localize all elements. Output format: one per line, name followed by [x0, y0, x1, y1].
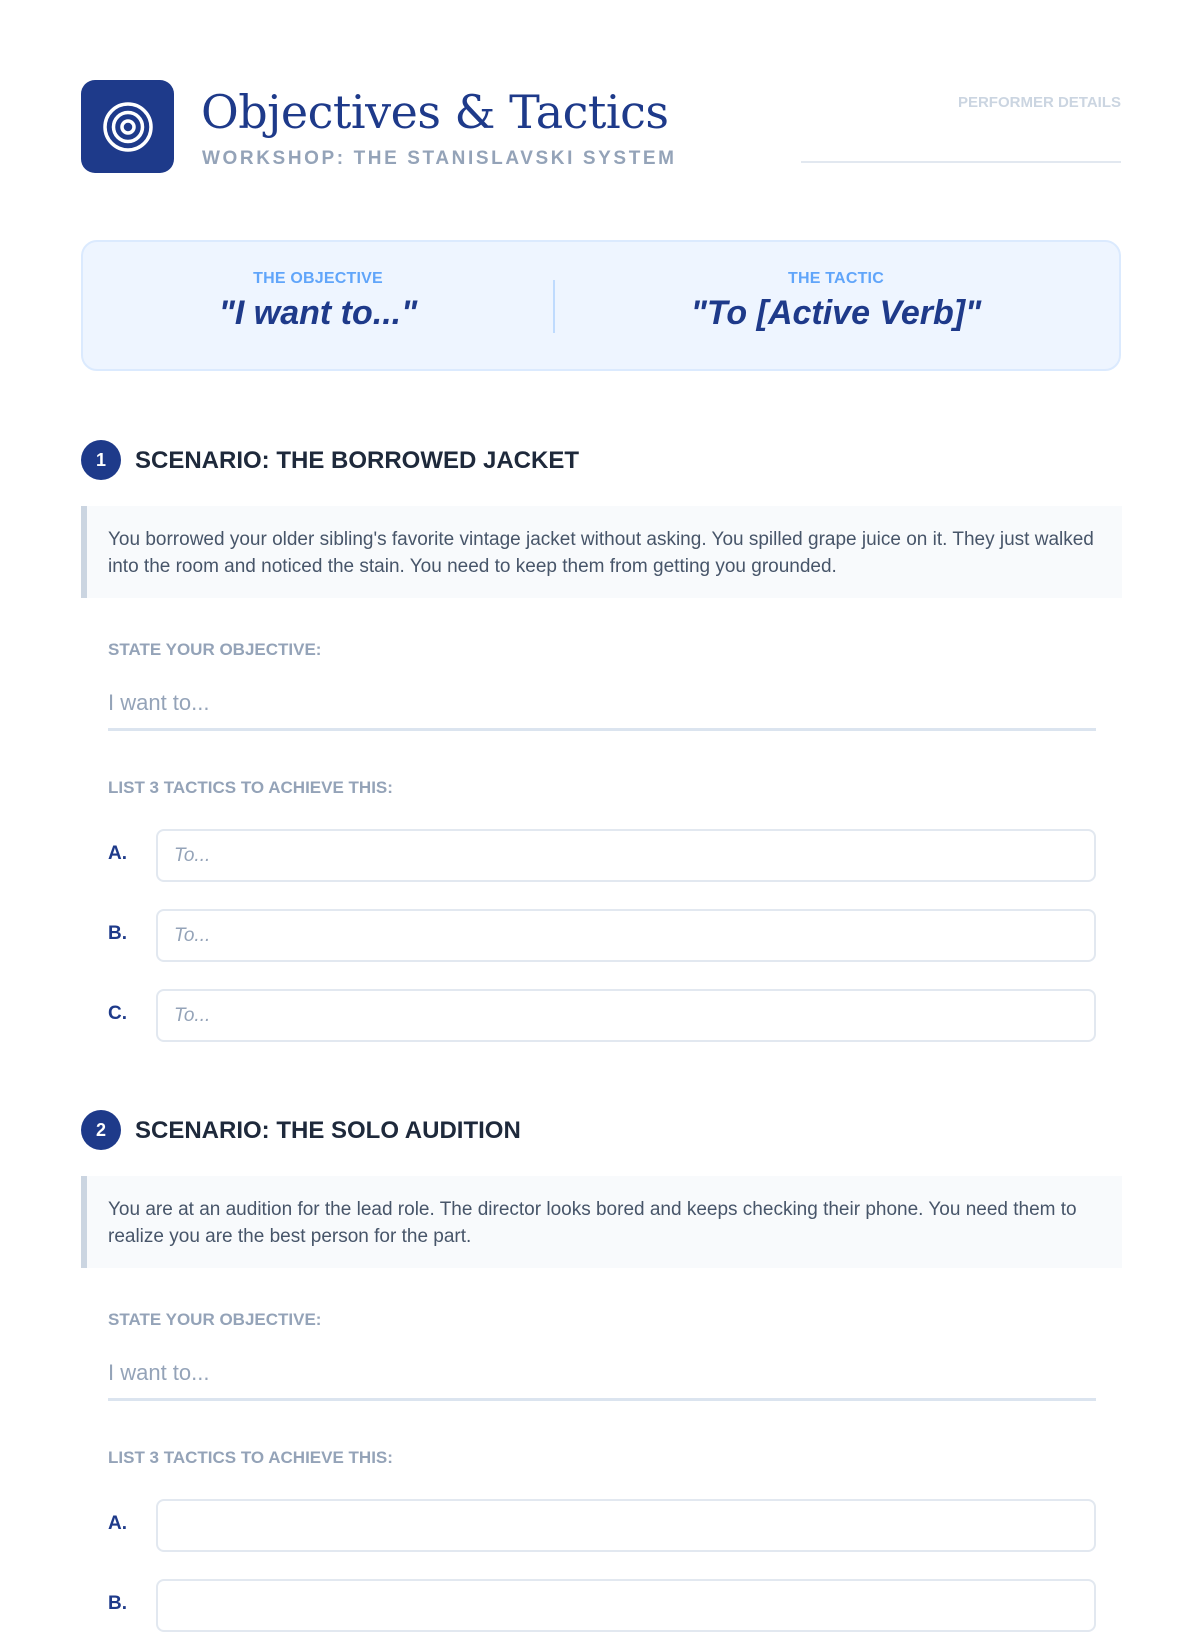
scenario-header: [81, 440, 1121, 480]
objective-formula: [83, 270, 553, 333]
scenario-description-text: You borrowed your older sibling's favorite vintage jacket without asking. You spilled grape juice on it. They just walked into the room and noticed the stain. You need to keep them from getting you grounded.: [108, 529, 1094, 577]
scenario-description-text: You are at an audition for the lead role. The director looks bored and keeps checking their phone. You need them to realize you are the best person for the part.: [108, 1199, 1077, 1247]
formula-box: [81, 240, 1121, 371]
target-icon: [102, 101, 154, 153]
objective-formula-value: "I want to...": [218, 294, 418, 332]
tactic-row-b: [108, 1579, 1096, 1632]
objective-label: STATE YOUR OBJECTIVE:: [108, 1310, 322, 1329]
objective-formula-label: THE OBJECTIVE: [253, 270, 383, 287]
tactics-label: LIST 3 TACTICS TO ACHIEVE THIS:: [108, 778, 393, 797]
header: [81, 80, 1121, 175]
tactic-input-b[interactable]: [156, 909, 1096, 962]
tactic-row-a: [108, 1499, 1096, 1552]
tactic-input-b[interactable]: [156, 1579, 1096, 1632]
objective-label: STATE YOUR OBJECTIVE:: [108, 640, 322, 659]
scenario-2: [81, 1110, 1121, 1614]
tactics-label: LIST 3 TACTICS TO ACHIEVE THIS:: [108, 1448, 393, 1467]
page-subtitle: WORKSHOP: THE STANISLAVSKI SYSTEM: [202, 148, 677, 169]
scenario-header: [81, 1110, 1121, 1150]
tactic-formula-label: THE TACTIC: [788, 270, 884, 287]
performer-details-line[interactable]: [801, 161, 1121, 163]
scenario-number-badge: 2: [81, 1110, 121, 1150]
page-title: Objectives & Tactics: [201, 85, 669, 139]
scenario-description: [81, 506, 1122, 598]
scenario-description: [81, 1176, 1122, 1268]
tactic-input-a[interactable]: [156, 829, 1096, 882]
objective-input[interactable]: [108, 1348, 1096, 1401]
scenario-1: [81, 440, 1121, 1024]
tactic-letter: B.: [108, 1593, 127, 1614]
scenario-title: SCENARIO: THE BORROWED JACKET: [135, 447, 580, 474]
tactic-formula: [553, 270, 1119, 333]
tactic-letter: A.: [108, 1513, 127, 1534]
tactic-letter: A.: [108, 843, 127, 864]
tactic-formula-value: "To [Active Verb]": [690, 294, 982, 332]
tactic-input-a[interactable]: [156, 1499, 1096, 1552]
tactic-letter: B.: [108, 923, 127, 944]
logo: [81, 80, 174, 173]
performer-details-label: PERFORMER DETAILS: [957, 94, 1121, 111]
scenario-number-badge: 1: [81, 440, 121, 480]
tactic-row-a: [108, 829, 1096, 882]
tactic-row-c: [108, 989, 1096, 1042]
scenario-title: SCENARIO: THE SOLO AUDITION: [135, 1117, 521, 1144]
tactic-input-c[interactable]: [156, 989, 1096, 1042]
tactic-row-b: [108, 909, 1096, 962]
objective-input[interactable]: [108, 678, 1096, 731]
tactic-letter: C.: [108, 1003, 127, 1024]
